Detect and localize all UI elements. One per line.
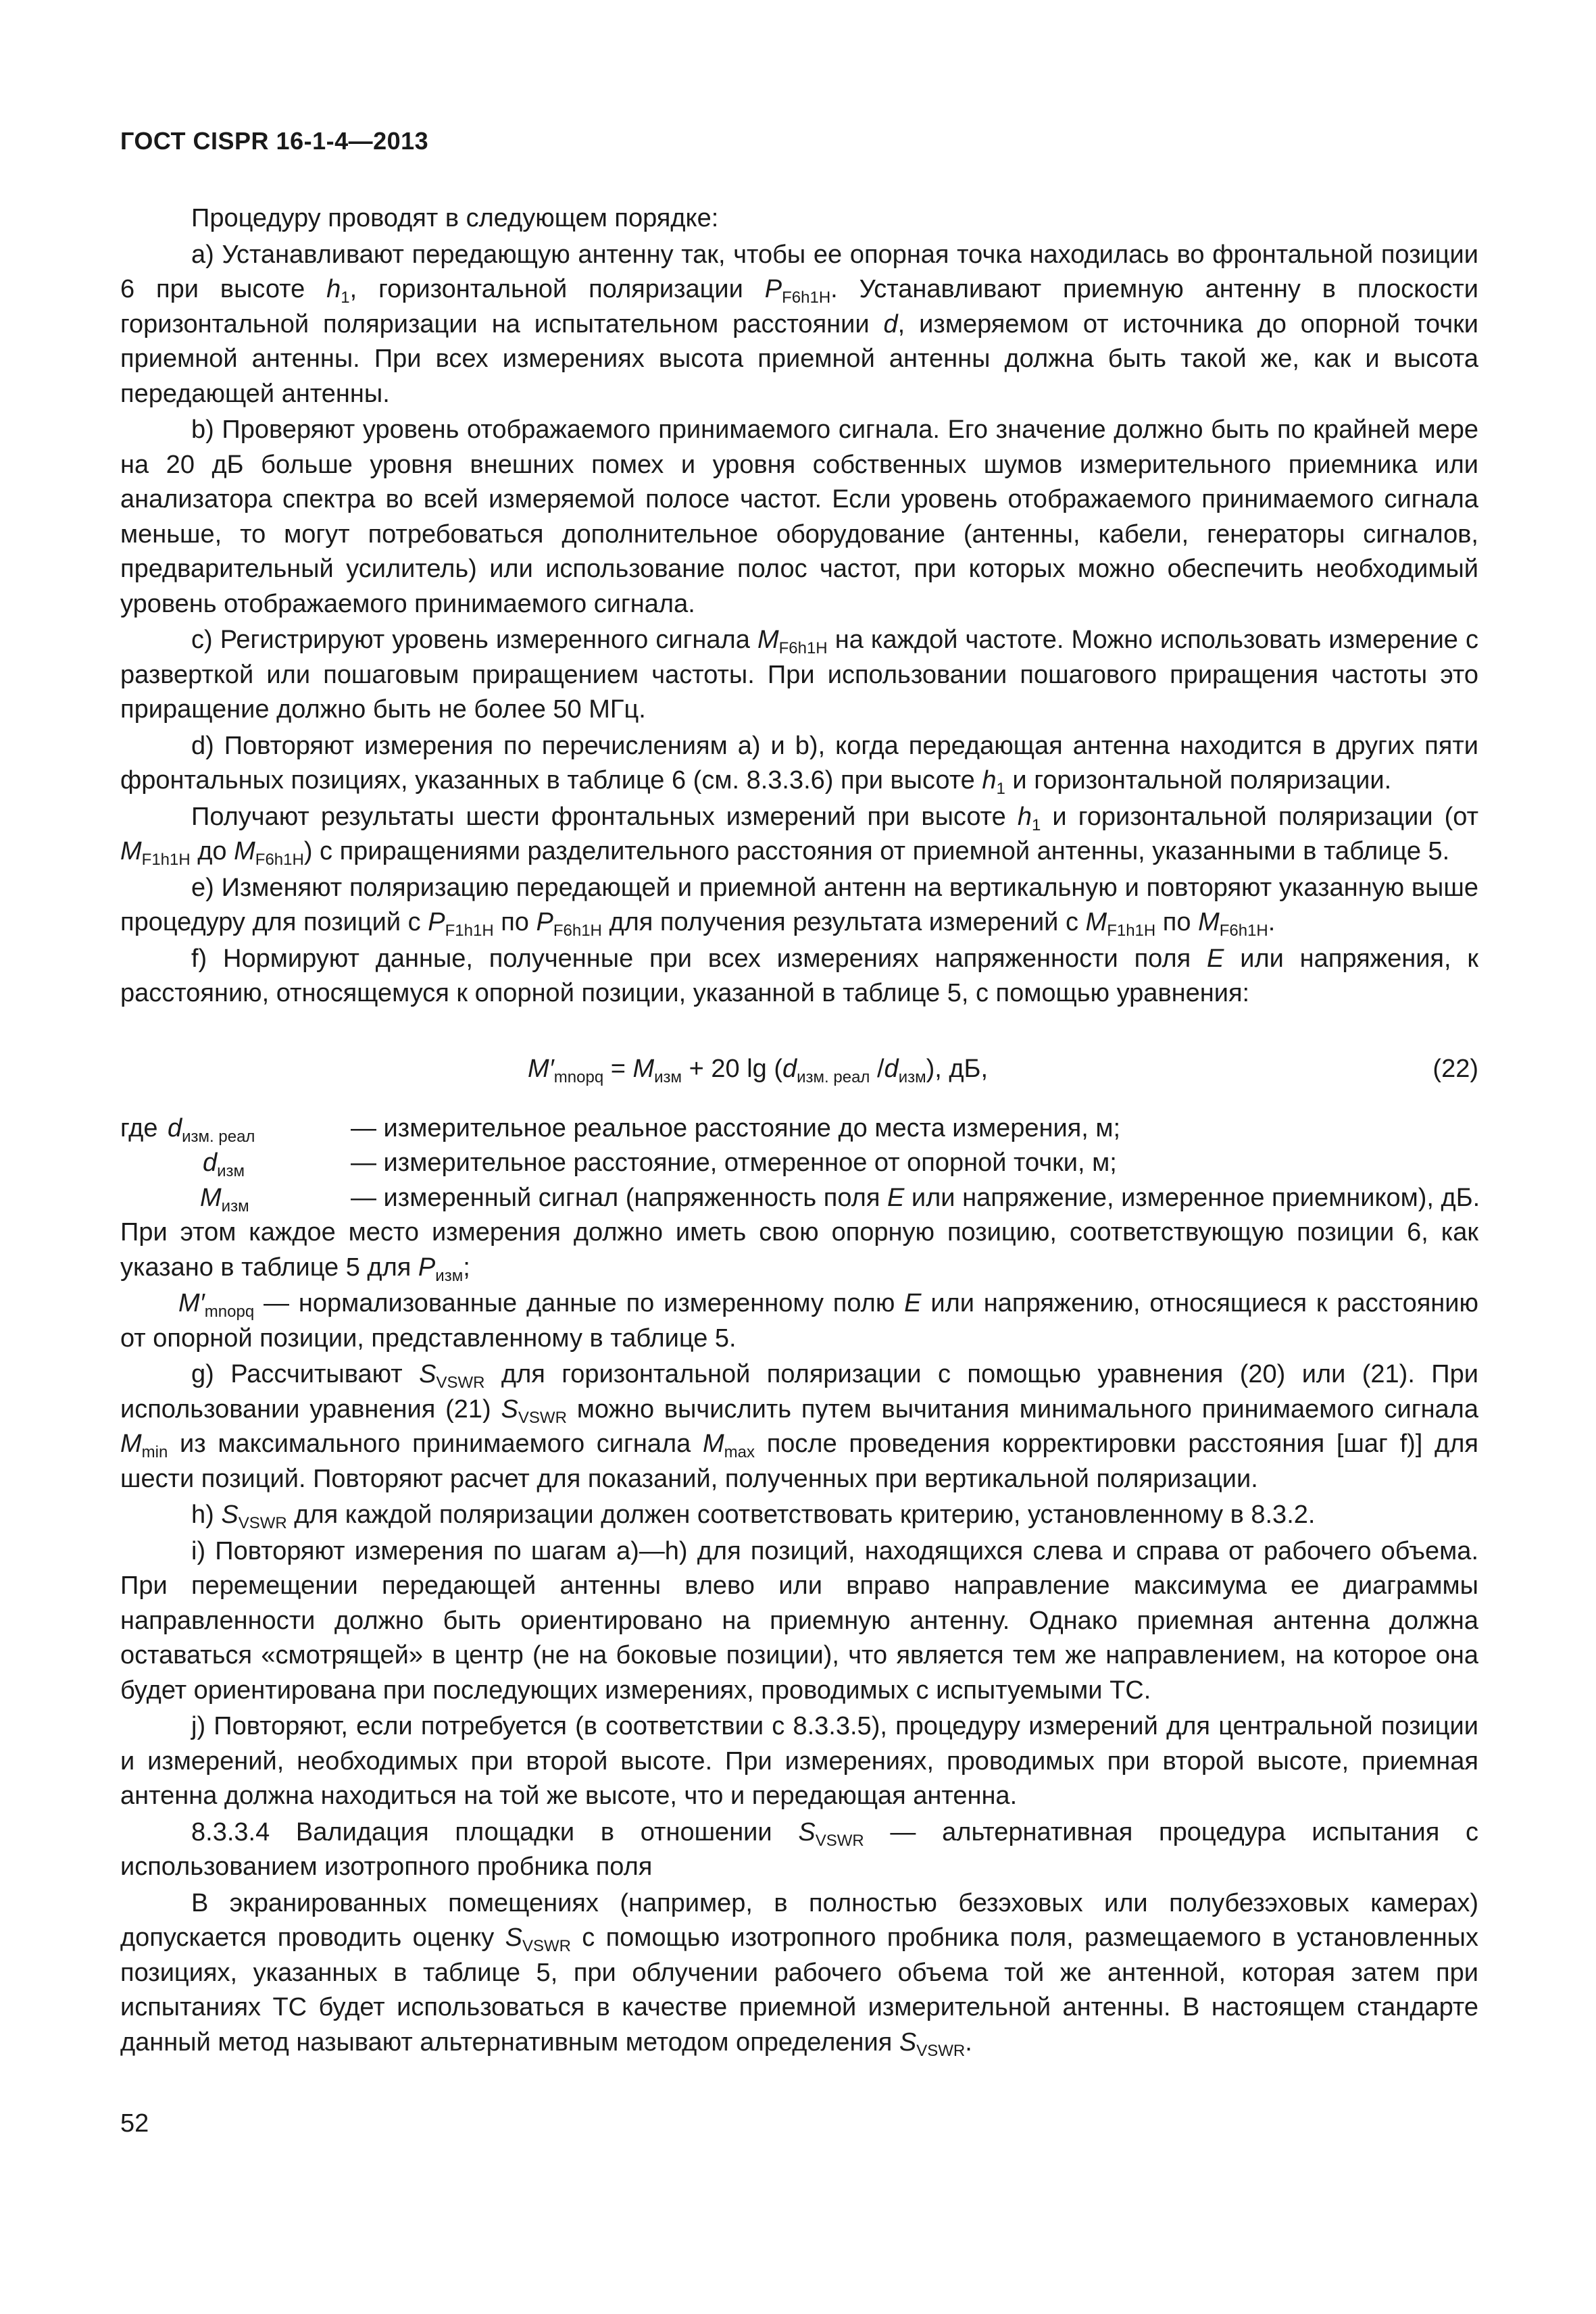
paragraph-results: Получают результаты шести фронтальных измерений при высоте $h_1$ и горизонтальной поляризации (от $M_{F1h1H}$ до $M_{F6h1H}$) с приращениями разделительного расстояния от приемной антенны, указанными в таблице 5. [120,802,1478,869]
where-row-m-norm: $M'_{mnopq}$ — нормализованные данные по измеренному полю E или напряжению, относящиеся к расстоянию от опорной позиции, представленному в таблице 5. [120,1289,1478,1353]
body-text [120,201,1478,2060]
paragraph-step-f: f) Нормируют данные, полученные при всех измерениях напряженности поля E или напряжения, к расстоянию, относящемуся к опорной позиции, указанной в таблице 5, с помощью уравнения: [120,944,1479,1007]
where-row-d-real: где $d_{изм. реал}$ — измерительное реальное расстояние до места измерения, м; [120,1113,1121,1146]
paragraph-step-d: d) Повторяют измерения по перечислениям а) и b), когда передающая антенна находится в других пяти фронтальных позициях, указанных в таблице 6 (см. 8.3.3.6) при высоте $h_1$ и горизонтальной поляризации. [120,731,1478,798]
paragraph-step-i: i) Повторяют измерения по шагам а)—h) для позиций, находящихся слева и справа от рабочего объема. При перемещении передающей антенны влево или вправо направление максимума ее диаграммы направленности должно быть ориентировано на приемную антенну. Однако приемная антенна должна оставаться «смотрящей» в центр (не на боковые позиции), что является тем же направлением, на которое она будет ориентирована при последующих измерениях, проводимых с испытуемыми ТС. [120,1536,1478,1705]
where-row-d-meas: $d_{изм}$ — измерительное расстояние, отмеренное от опорной точки, м; [203,1149,1117,1180]
paragraph-step-c: с) Регистрируют уровень измеренного сигнала $M_{F6h1H}$ на каждой частоте. Можно использовать измерение с разверткой или пошаговым приращением частоты. При использовании пошагового приращения частоты это приращение должно быть не более 50 МГц. [120,626,1479,724]
document-header: ГОСТ CISPR 16-1-4—2013 [120,127,429,155]
paragraph-intro: Процедуру проводят в следующем порядке: [191,204,719,232]
paragraph-step-h: h) $S_{VSWR}$ для каждой поляризации должен соответствовать критерию, установленному в 8.3.2. [191,1501,1316,1532]
paragraph-step-e: е) Изменяют поляризацию передающей и приемной антенн на вертикальную и повторяют указанную выше процедуру для позиций с $P_{F1h1H}$ по $P_{F6h1H}$ для получения результата измерений с $M_{F1h1H}$ по $M_{F6h1H}$. [120,873,1478,940]
paragraph-step-b: b) Проверяют уровень отображаемого принимаемого сигнала. Его значение должно быть по крайней мере на 20 дБ больше уровня внешних помех и уровня собственных шумов измерительного приемника или анализатора спектра во всей измеряемой полосе частот. Если уровень отображаемого принимаемого сигнала меньше, то могут потребоваться дополнительное оборудование (антенны, кабели, генераторы сигналов, предварительный усилитель) или использование полос частот, при которых можно обеспечить необходимый уровень отображаемого принимаемого сигнала. [120,416,1478,618]
equation-number: (22) [1432,1054,1478,1083]
page-number: 52 [120,2109,149,2138]
where-m-meas-continuation: При этом каждое место измерения должно иметь свою опорную позицию, соответствующую позиции 6, как указано в таблице 5 для $P_{изм}$; [120,1218,1478,1285]
paragraph-step-j: j) Повторяют, если потребуется (в соответствии с 8.3.3.5), процедуру измерений для центральной позиции и измерений, необходимых при второй высоте. При измерениях, проводимых при второй высоте, приемная антенна должна находиться на той же высоте, что и передающая антенна. [120,1712,1478,1810]
equation-expression: $M'_{mnopq} = M_{изм} + 20$ $\lg (d_{изм. реал}$ $/d_{изм}$), дБ, [528,1054,989,1086]
paragraph-step-g: g) Рассчитывают $S_{VSWR}$ для горизонтальной поляризации с помощью уравнения (20) или (21). При использовании уравнения (21) $S_{VSWR}$ можно вычислить путем вычитания минимального принимаемого сигнала $M_{min}$ из максимального принимаемого сигнала $M_{max}$ после проведения корректировки расстояния [шаг f)] для шести позиций. Повторяют расчет для показаний, полученных при вертикальной поляризации. [120,1360,1478,1493]
paragraph-step-a: а) Устанавливают передающую антенну так, чтобы ее опорная точка находилась во фронтальной позиции 6 при высоте $h_1$, горизонтальной поляризации $P_{F6h1H}$. Устанавливают приемную антенну в плоскости горизонтальной поляризации на испытательном расстоянии d, измеряемом от источника до опорной точки приемной антенны. При всех измерениях высота приемной антенны должна быть такой же, как и высота передающей антенны. [120,240,1478,408]
equation-22 [120,1052,1478,1095]
paragraph-alternative-method: В экранированных помещениях (например, в полностью безэховых или полубезэховых камерах) допускается проводить оценку $S_{VSWR}$ с помощью изотропного пробника поля, размещаемого в установленных позициях, указанных в таблице 5, при облучении рабочего объема той же антенной, которая затем при испытаниях ТС будет использоваться в качестве приемной измерительной антенны. В настоящем стандарте данный метод называют альтернативным методом определения $S_{VSWR}$. [120,1888,1478,2060]
document-page [120,0,1478,2314]
section-8-3-3-4-heading: 8.3.3.4 Валидация площадки в отношении $S_{VSWR}$ — альтернативная процедура испытания с использованием изотропного пробника поля [120,1817,1478,1881]
where-row-m-meas: $M_{изм}$ — измеренный сигнал (напряженность поля E или напряжение, измеренное приемником), дБ. [200,1183,1480,1215]
